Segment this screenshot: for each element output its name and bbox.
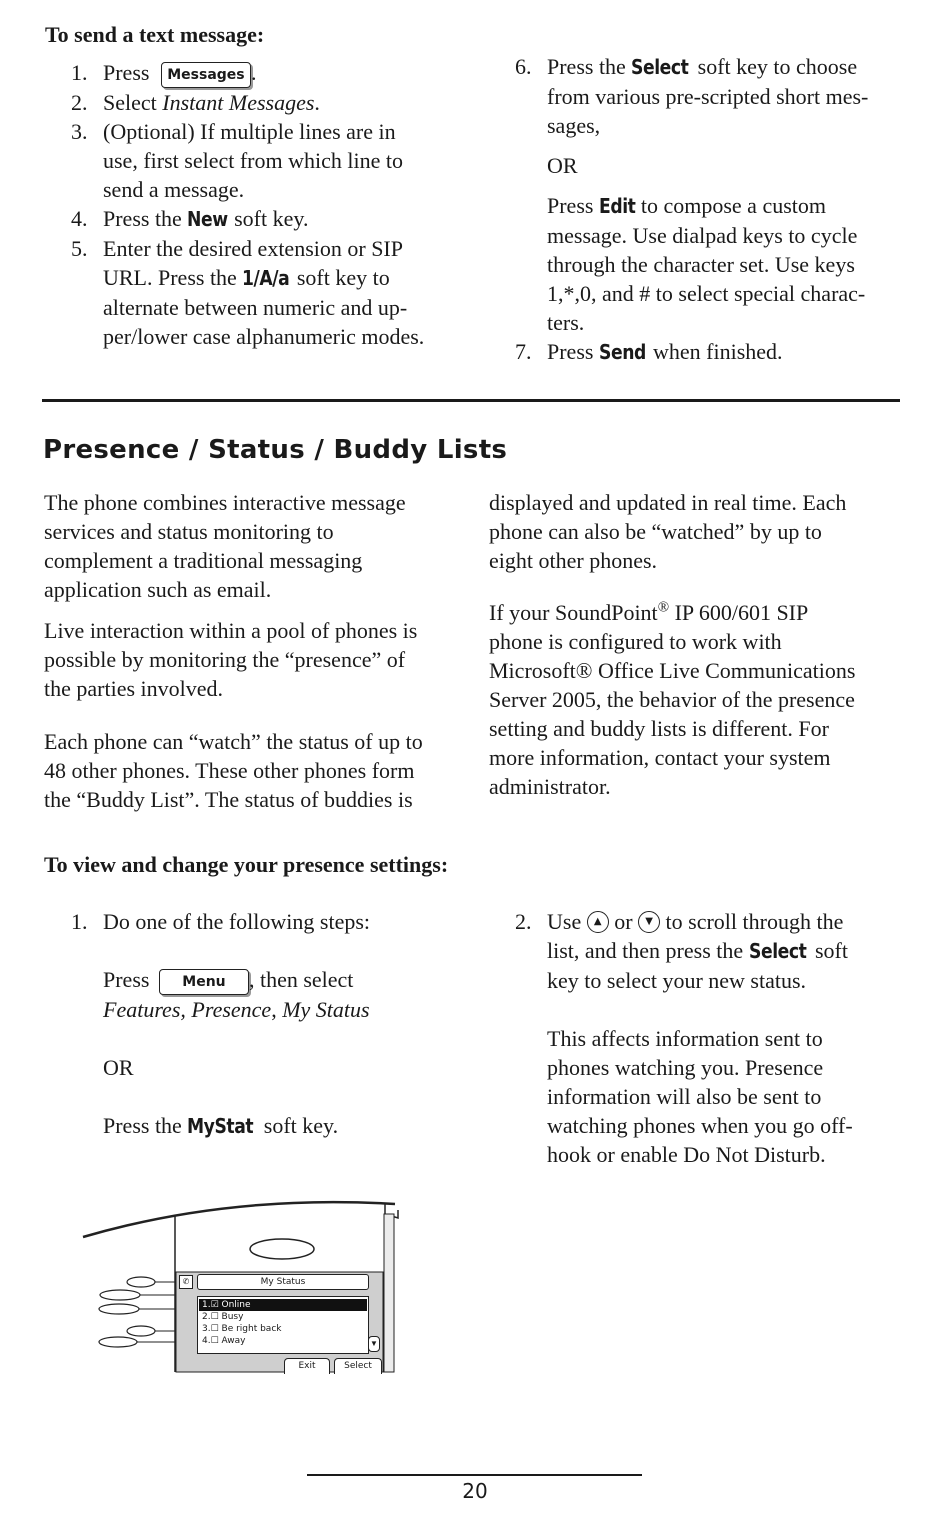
send-text-steps-left bbox=[45, 58, 475, 351]
send-softkey-label: Send bbox=[598, 340, 646, 364]
presence-paragraph-5: If your SoundPoint® IP 600/601 SIP phone is configured to work with Microsoft® Office Live Communications Server 2005, the behavior of the presence setting and buddy lists is different. For more information, contact your system administrator. bbox=[489, 599, 856, 799]
status-option-be-right-back[interactable]: 3.☐ Be right back bbox=[202, 1324, 282, 1334]
1Aa-softkey-label: 1/A/a bbox=[242, 265, 290, 290]
status-option-away[interactable]: 4.☐ Away bbox=[202, 1336, 246, 1346]
exit-softkey[interactable]: Exit bbox=[284, 1358, 330, 1374]
screen-title-bar bbox=[197, 1274, 369, 1290]
list-item: 7. Press Send when finished. bbox=[489, 337, 929, 367]
edit-softkey-label: Edit bbox=[598, 194, 636, 218]
list-item: 2. Use ▲ or ▼ to scroll through the list, and then press the Select soft key to select your new status. This affects information sent to phones watching you. Presence information will also be sent to watching phones when you go off- hook or enable Do Not Disturb. bbox=[489, 907, 929, 1169]
select-softkey-label: Select bbox=[748, 939, 807, 963]
or-text: OR bbox=[103, 1054, 134, 1080]
list-item: 1. Do one of the following steps: Press Menu , then select Features, Presence, My Status OR Press the MyStat soft key. bbox=[45, 907, 475, 1141]
scroll-down-icon: ▼ bbox=[368, 1336, 380, 1352]
press-menu-line: Press Menu , then select Features, Presence, My Status bbox=[103, 967, 370, 1022]
mystat-softkey-label: MyStat bbox=[187, 1113, 254, 1138]
list-item: 6. Press the Select soft key to choose from various pre-scripted short mes- sages, OR Press Edit to compose a custom message. Use dialpad keys to cycle through the character set. Use keys 1,*,0, and # to select special charac- ters. bbox=[489, 52, 929, 337]
list-item: 2. Select Instant Messages. bbox=[71, 89, 320, 115]
send-text-heading: To send a text message: bbox=[45, 22, 265, 47]
new-softkey-label: New bbox=[187, 206, 228, 231]
presence-paragraph-4: displayed and updated in real time. Each phone can also be “watched” by up to eight other phones. bbox=[489, 490, 847, 573]
or-text: OR bbox=[547, 153, 578, 178]
messages-key-icon: Messages bbox=[161, 62, 251, 88]
status-option-online[interactable]: 1.☑ Online bbox=[199, 1299, 367, 1311]
presence-paragraph-1: The phone combines interactive message services and status monitoring to complement a traditional messaging application such as email. bbox=[44, 490, 406, 602]
presence-paragraph-2: Live interaction within a pool of phones is possible by monitoring the “presence” of the parties involved. bbox=[44, 618, 418, 701]
section-title: Presence / Status / Buddy Lists bbox=[43, 435, 508, 465]
list-item: 5. Enter the desired extension or SIP URL. Press the 1/A/a soft key to alternate between numeric and up- per/lower case alphanumeric modes. bbox=[71, 235, 425, 349]
select-softkey-label: Select bbox=[631, 55, 689, 79]
presence-info-paragraph: This affects information sent to phones watching you. Presence information will also be sent to watching phones when you go off- hook or enable Do Not Disturb. bbox=[547, 1026, 853, 1167]
send-text-steps-right bbox=[489, 52, 929, 367]
edit-paragraph: Press Edit to compose a custom message. Use dialpad keys to cycle through the character set. Use keys 1,*,0, and # to select special charac- ters. bbox=[547, 193, 866, 335]
list-item: 3. (Optional) If multiple lines are in use, first select from which line to send a message. bbox=[71, 118, 403, 202]
arrow-down-icon: ▼ bbox=[638, 911, 660, 933]
list-item: 4. Press the New soft key. bbox=[45, 204, 475, 234]
screen-title: My Status bbox=[260, 1277, 306, 1287]
footer-rule bbox=[307, 1474, 642, 1476]
mystat-line: Press the MyStat soft key. bbox=[103, 1111, 475, 1141]
status-list bbox=[197, 1296, 369, 1354]
select-softkey[interactable]: Select bbox=[334, 1358, 382, 1374]
phone-illustration bbox=[80, 1200, 410, 1380]
view-settings-heading: To view and change your presence settings: bbox=[44, 852, 449, 877]
phone-line-icon: ✆ bbox=[179, 1275, 193, 1289]
arrow-up-icon: ▲ bbox=[587, 911, 609, 933]
status-option-busy[interactable]: 2.☐ Busy bbox=[202, 1312, 244, 1322]
list-item: 1. Press Messages . bbox=[45, 58, 475, 88]
page-number: 20 bbox=[462, 1479, 488, 1503]
presence-paragraph-3: Each phone can “watch” the status of up to 48 other phones. These other phones form the “Buddy List”. The status of buddies is bbox=[44, 729, 423, 812]
section-divider bbox=[42, 399, 900, 402]
view-settings-steps-left bbox=[45, 907, 475, 1141]
view-settings-steps-right bbox=[489, 907, 929, 1169]
menu-key-icon: Menu bbox=[159, 969, 249, 995]
